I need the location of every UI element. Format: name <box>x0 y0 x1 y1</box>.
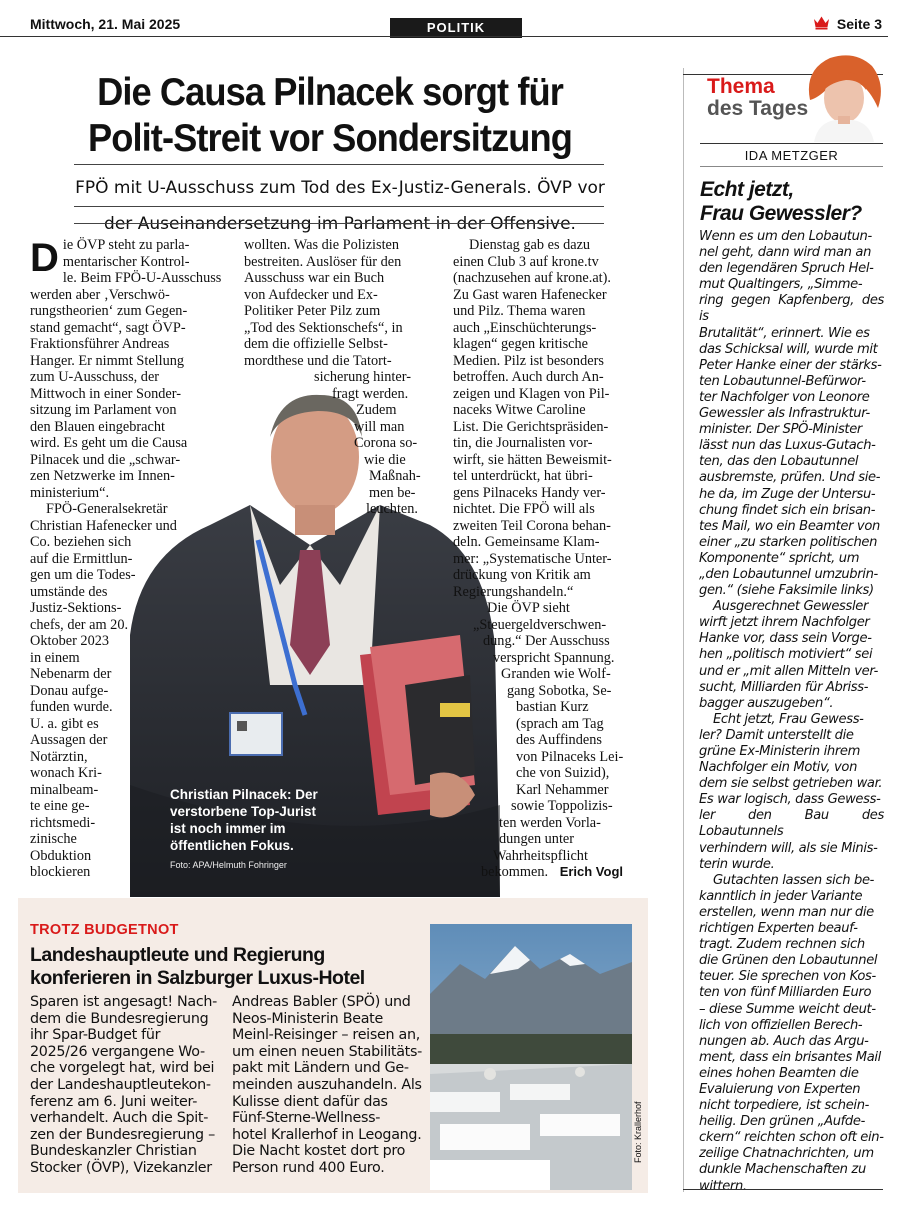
text-line: Granden wie Wolf- <box>501 666 611 682</box>
text-line: verhandelt. Auch die Spit- <box>30 1110 209 1127</box>
text-line: Notärztin, <box>30 748 88 765</box>
teaser-kicker: TROTZ BUDGETNOT <box>30 922 179 938</box>
subhead-line: FPÖ mit U-Ausschuss zum Tod des Ex-Justiz-Generals. ÖVP vor <box>75 178 605 198</box>
headline-line: Polit-Streit vor Sondersitzung <box>88 117 572 160</box>
column-headline <box>700 178 883 226</box>
text-line: pakt mit Ländern und Ge- <box>232 1060 409 1077</box>
text-line: Wahrheitspflicht <box>493 847 588 864</box>
text-line: Co. beziehen sich <box>30 534 132 550</box>
column-text-line: nungen ab. Auch das Argu- <box>699 1033 869 1049</box>
column-text-line: ten Lobautunnel-Befürwor- <box>699 373 866 389</box>
text-line: verspricht Spannung. <box>493 649 615 666</box>
teaser-headline-line: Landeshauptleute und Regierung <box>30 944 325 966</box>
text-line: Meinl-Reisinger – reisen an, <box>232 1027 420 1044</box>
text-line: Medien. Pilz ist besonders <box>453 352 604 369</box>
hotel-photo <box>430 924 632 1190</box>
column-text-line: mut Qualtingers, „Simme- <box>699 277 863 293</box>
sidebar-divider <box>683 68 684 1192</box>
column-text-line: Ausgerechnet Gewessler <box>713 599 869 615</box>
caption-line: verstorbene Top-Jurist <box>170 804 317 819</box>
column-text-line: lich von offiziellen Berech- <box>699 1017 863 1033</box>
section-label: POLITIK <box>390 18 522 38</box>
text-line: Maßnah- <box>369 468 421 484</box>
column-text-line: ten, das den Lobautunnel <box>699 454 859 470</box>
column-text-line: nel geht, dann wird man an <box>699 245 872 261</box>
text-line: dung.“ Der Ausschuss <box>483 633 610 649</box>
text-line: nichtet. Die FPÖ will als <box>453 501 595 517</box>
text-line: Bundeskanzler Christian <box>30 1143 197 1160</box>
columnist-name: IDA METZGER <box>744 148 839 163</box>
column-text-line: chung findet sich ein brisan- <box>699 502 876 518</box>
text-line: „Steuergeldverschwen- <box>473 616 607 633</box>
sidebar-bottom-rule <box>683 1189 883 1190</box>
text-line: bestreiten. Auslöser für den <box>244 253 402 270</box>
thema-label: Thema <box>707 75 775 98</box>
text-line: sitzung im Parlament von <box>30 402 177 418</box>
headline-line: Die Causa Pilnacek sorgt für <box>97 71 563 114</box>
text-line: mer: „Systematische Unter- <box>453 550 612 567</box>
columnist-portrait <box>800 50 884 142</box>
column-text-line: hen „politisch motiviert“ sei <box>699 647 873 663</box>
caption-line: öffentlichen Fokus. <box>170 838 294 853</box>
text-line: Sparen ist angesagt! Nach- <box>30 994 218 1010</box>
text-line-end: bekommen. <box>481 864 549 880</box>
column-text-line: tragt. Zudem rechnen sich <box>699 937 865 953</box>
text-line: meinden auszuhandeln. Als <box>232 1076 422 1093</box>
text-line: chefs, der am 20. <box>30 616 129 633</box>
column-text-line: he da, im Zuge der Untersu- <box>699 486 876 502</box>
text-line: zinische <box>30 831 77 847</box>
text-line: gen um die Todes- <box>30 567 136 583</box>
text-line: deln. Gemeinsame Klam- <box>453 534 600 550</box>
text-line: zweiten Teil Corona behan- <box>453 517 611 534</box>
text-line: den Blauen eingebracht <box>30 418 165 435</box>
thema-label-sub: des Tages <box>707 97 809 120</box>
text-line: Regierungshandeln.“ <box>453 583 574 600</box>
article-column-2 <box>244 237 439 518</box>
column-text-line: eines hohen Beamten die <box>699 1065 859 1081</box>
column-text-line: Hanke vor, dass sein Vorge- <box>699 631 872 647</box>
text-line: Dienstag gab es dazu <box>469 237 591 253</box>
column-text-line: ausbremste, prüfen. Und sie- <box>699 470 881 486</box>
column-text-line: Evaluierung von Experten <box>699 1081 861 1097</box>
text-line: dungen unter <box>499 831 575 847</box>
column-text-line: Komponente“ spricht, um <box>699 550 860 566</box>
text-line: „Tod des Sektionschefs“, in <box>244 319 403 336</box>
text-line: klagen“ gegen kritische <box>453 336 588 352</box>
text-line: der Landeshauptleutekon- <box>30 1076 211 1093</box>
text-line: will man <box>354 418 405 435</box>
text-line: Hanger. Er nimmt Stellung <box>30 352 185 369</box>
text-line: funden wurde. <box>30 699 113 715</box>
text-line: ten werden Vorla- <box>499 814 601 831</box>
text-line: auch „Einschüchterungs- <box>453 319 597 336</box>
text-line: FPÖ-Generalsekretär <box>46 501 168 517</box>
text-line: sicherung hinter- <box>314 369 411 385</box>
text-line: Obduktion <box>30 847 92 864</box>
text-line: te eine ge- <box>30 798 90 814</box>
subhead-rule <box>74 223 604 224</box>
text-line: Aussagen der <box>30 732 108 748</box>
column-text-line: dem sie selbst getrieben war. <box>699 776 883 792</box>
text-line: Die Nacht kostet dort pro <box>232 1143 406 1160</box>
text-line: bastian Kurz <box>516 699 589 715</box>
column-text-line: heilig. Den grünen „Aufde- <box>699 1114 865 1130</box>
column-text-line: ler den Bau des Lobautunnels <box>699 808 884 840</box>
header-rule <box>0 36 888 37</box>
column-text-line: Brutalität“, erinnert. Wie es <box>699 325 870 341</box>
column-text-line: das Schicksal will, wurde mit <box>699 341 878 357</box>
text-line: zen der Bundesregierung – <box>30 1126 215 1143</box>
column-text-line: die Grünen den Lobautunnel <box>699 953 878 969</box>
caption-line: ist noch immer im <box>170 821 286 836</box>
column-text-line: Nachfolger ein Motiv, von <box>699 760 858 776</box>
column-text-line: ten von fünf Milliarden Euro <box>699 985 872 1001</box>
subhead-rule <box>74 164 604 165</box>
drop-cap: D <box>30 236 59 280</box>
text-line: zen Netzwerke im Innen- <box>30 468 175 484</box>
column-text-line: Wenn es um den Lobautun- <box>699 229 872 244</box>
text-line: richtsmedi- <box>30 814 96 831</box>
column-text-line: Peter Hanke einer der stärks- <box>699 357 882 373</box>
text-line: ferenz am 6. Juni weiter- <box>30 1093 198 1110</box>
text-line: wie die <box>364 451 406 468</box>
text-line: Mittwoch in einer Sonder- <box>30 385 181 402</box>
text-line: werden aber ‚Verschwö- <box>30 286 170 303</box>
column-text-line: – diese Summe weicht deut- <box>699 1001 876 1017</box>
article-author: Erich Vogl <box>559 864 624 879</box>
column-text-line: dunkle Machenschaften zu <box>699 1162 866 1178</box>
sidebar-rule <box>700 166 883 167</box>
text-line: Andreas Babler (SPÖ) und <box>232 994 411 1010</box>
column-text-line: tes Mail, wo ein Beamter von <box>699 518 880 534</box>
text-line: mentarischer Kontrol- <box>62 253 190 270</box>
text-line: Fraktionsführer Andreas <box>30 336 170 352</box>
article-headline <box>79 70 581 162</box>
text-line: Karl Nehammer <box>516 781 609 798</box>
hotel-photo-credit: Foto: Krallerhof <box>633 1101 643 1163</box>
text-line: List. Die Gerichtspräsiden- <box>453 418 609 435</box>
text-line: Politiker Peter Pilz zum <box>244 303 381 319</box>
text-line: ministerium“. <box>30 484 110 501</box>
column-text-line: erstellen, wenn man nur die <box>699 904 874 920</box>
column-text-line: lässt nun das Luxus-Gutach- <box>699 438 876 454</box>
column-text-line: Gutachten lassen sich be- <box>713 872 875 888</box>
text-line: zeigen und Klagen von Pil- <box>453 385 610 402</box>
photo-credit: Foto: APA/Helmuth Fohringer <box>170 860 287 870</box>
text-line: (nachzusehen auf krone.at). <box>453 270 611 286</box>
text-line: che von Suizid), <box>516 765 610 781</box>
text-line: von Pilnaceks Lei- <box>516 748 624 765</box>
column-text-line: grüne Ex-Ministerin ihrem <box>699 744 861 759</box>
text-line: wonach Kri- <box>30 765 102 781</box>
column-text-line: wittern. <box>699 1178 747 1194</box>
text-line: betroffen. Auch durch An- <box>453 369 604 385</box>
text-line: Stocker (ÖVP), Vizekanzler <box>30 1159 212 1176</box>
subhead-rule <box>74 206 604 207</box>
text-line: Donau aufge- <box>30 682 109 699</box>
teaser-column-1 <box>30 994 225 1177</box>
text-line: dem die offizielle Selbst- <box>244 336 388 352</box>
column-text-line: terin wurde. <box>699 856 775 872</box>
text-line: Pilnacek und die „schwar- <box>30 451 181 468</box>
text-line <box>453 864 648 881</box>
sidebar-rule <box>700 143 883 144</box>
column-text-line: ring gegen Kapfenberg, des is <box>699 293 884 325</box>
subhead-line: der Auseinandersetzung im Parlament in der Offensive. <box>104 214 576 234</box>
text-line: Corona so- <box>354 435 418 451</box>
column-text-line: ter Nachfolger von Leonore <box>699 389 870 405</box>
column-text-line: den legendären Spruch Hel- <box>699 261 874 277</box>
text-line: rungstheorien‘ zum Gegen- <box>30 303 188 319</box>
column-text-line: kanntlich in jeder Variante <box>699 888 863 904</box>
text-line: fragt werden. <box>332 385 409 402</box>
column-text-line: wirft jetzt ihrem Nachfolger <box>699 615 870 631</box>
text-line: Justiz-Sektions- <box>30 600 122 616</box>
crown-icon <box>813 15 830 30</box>
text-line: des Auffindens <box>516 732 602 748</box>
text-line: wirft, sie hätten Beweismit- <box>453 451 612 468</box>
text-line: leuchten. <box>366 501 419 517</box>
text-line: blockieren <box>30 864 91 880</box>
column-text-line: richtigen Experten beauf- <box>699 921 858 937</box>
teaser-headline <box>30 944 410 990</box>
column-text-line: Gewessler als Infrastruktur- <box>699 406 870 422</box>
column-text-line: „den Lobautunnel umzubrin- <box>699 566 878 582</box>
text-line: che vorgelegt hat, wird bei <box>30 1060 215 1077</box>
text-line: Zudem <box>356 402 397 418</box>
text-line: tel unterdrückt, hat übri- <box>453 468 593 484</box>
article-column-1 <box>30 237 225 881</box>
column-text-line: verhindern will, als sie Minis- <box>699 840 878 856</box>
text-line: hotel Krallerhof in Leogang. <box>232 1126 422 1143</box>
text-line: le. Beim FPÖ-U-Ausschuss <box>62 270 222 286</box>
text-line: von Aufdecker und Ex- <box>244 286 378 303</box>
text-line: ie ÖVP steht zu parla- <box>62 237 190 253</box>
column-text-line: ment, dass ein brisantes Mail <box>699 1049 881 1065</box>
text-line: um einen neuen Stabilitäts- <box>232 1043 422 1060</box>
text-line: men be- <box>369 484 416 501</box>
column-text-line: sucht, Milliarden für Abriss- <box>699 679 869 695</box>
column-text-line: teuer. Sie sprechen von Kos- <box>699 969 876 985</box>
text-line: dem die Bundesregierung <box>30 1010 209 1027</box>
text-line: minalbeam- <box>30 781 99 798</box>
text-line: Fünf-Sterne-Wellness- <box>232 1110 381 1127</box>
column-text-line: bagger auszugeben“. <box>699 695 834 711</box>
column-text-line: nicht torpediere, ist schein- <box>699 1098 870 1114</box>
column-headline-line: Echt jetzt, <box>700 178 794 201</box>
column-headline-line: Frau Gewessler? <box>700 202 862 225</box>
text-line: 2025/26 vergangene Wo- <box>30 1043 205 1060</box>
column-text-line: einer „zu starken politischen <box>699 534 878 550</box>
text-line: in einem <box>30 649 80 666</box>
text-line: Person rund 400 Euro. <box>232 1159 385 1176</box>
text-line: Die ÖVP sieht <box>487 600 570 616</box>
column-text-line: zeilige Chatnachrichten, um <box>699 1146 874 1162</box>
text-line: stand gemacht“, sagt ÖVP- <box>30 319 186 336</box>
column-text-line: und er „mit allen Mitteln ver- <box>699 663 879 679</box>
column-text-line: Echt jetzt, Frau Gewess- <box>713 711 864 727</box>
text-line: zum U-Ausschuss, der <box>30 369 160 385</box>
teaser-headline-line: konferieren in Salzburger Luxus-Hotel <box>30 967 365 989</box>
page-number: Seite 3 <box>836 16 882 32</box>
text-line: Neos-Ministerin Beate <box>232 1010 383 1027</box>
text-line: auf die Ermittlun- <box>30 550 133 567</box>
text-line: gang Sobotka, Se- <box>507 682 612 699</box>
text-line: Nebenarm der <box>30 666 112 682</box>
text-line: sowie Toppolizis- <box>511 798 613 814</box>
text-line: ihr Spar-Budget für <box>30 1027 161 1044</box>
text-line: wollten. Was die Polizisten <box>244 237 400 253</box>
column-text-line: ckern“ reichten schon oft ein- <box>699 1130 884 1146</box>
text-line: (sprach am Tag <box>516 715 604 732</box>
issue-date: Mittwoch, 21. Mai 2025 <box>30 16 181 32</box>
text-line: Kulisse dient dafür das <box>232 1093 388 1110</box>
column-body <box>699 229 884 1195</box>
text-line: Christian Hafenecker und <box>30 517 177 534</box>
text-line: einen Club 3 auf krone.tv <box>453 253 599 270</box>
text-line: umstände des <box>30 583 108 600</box>
teaser-column-2 <box>232 994 427 1177</box>
text-line: Ausschuss war ein Buch <box>244 270 385 286</box>
column-text-line: ler? Damit unterstellt die <box>699 727 854 743</box>
text-line: und Pilz. Thema waren <box>453 303 586 319</box>
column-text-line: Es war logisch, dass Gewess- <box>699 792 881 808</box>
article-column-3 <box>453 237 648 881</box>
text-line: wird. Es geht um die Causa <box>30 435 188 451</box>
text-line: drückung von Kritik am <box>453 567 591 583</box>
text-line: naceks Witwe Caroline <box>453 402 586 418</box>
text-line: Oktober 2023 <box>30 633 110 649</box>
text-line: tin, die Journalisten vor- <box>453 435 593 451</box>
text-line: Zu Gast waren Hafenecker <box>453 286 607 303</box>
text-line: U. a. gibt es <box>30 715 99 732</box>
caption-line: Christian Pilnacek: Der <box>170 787 318 802</box>
column-text-line: minister. Der SPÖ-Minister <box>699 422 862 438</box>
column-text-line: gen.“ (siehe Faksimile links) <box>699 583 874 599</box>
text-line: mordthese und die Tatort- <box>244 352 392 369</box>
text-line: gens Pilnaceks Handy ver- <box>453 484 606 501</box>
